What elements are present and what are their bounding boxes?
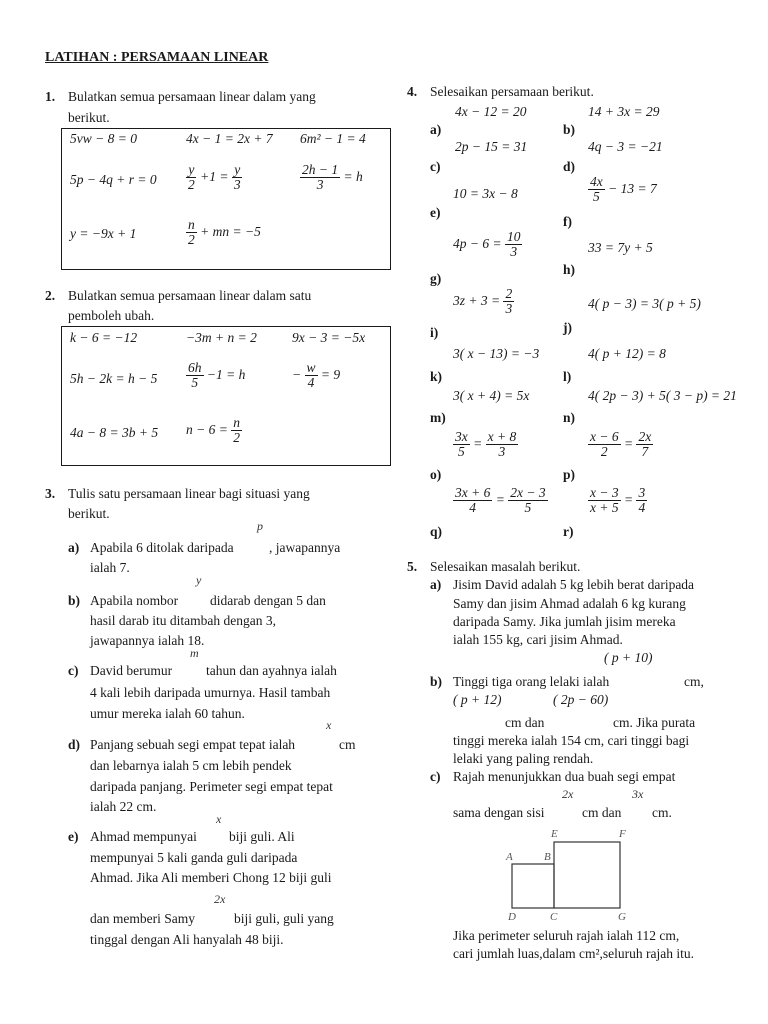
q2-number: 2. xyxy=(45,288,56,303)
fraction-den: 5 xyxy=(191,375,199,391)
q4-label-c: c) xyxy=(430,159,441,174)
q2-text-line1: Bulatkan semua persamaan linear dalam satu xyxy=(68,288,312,303)
fraction-num: y xyxy=(188,162,195,177)
q5b-line3a: cm dan xyxy=(505,715,545,730)
q4-label-o: o) xyxy=(430,467,442,482)
q1-text-line2: berikut. xyxy=(68,110,110,125)
q3e-line1b: biji guli. Ali xyxy=(229,829,295,844)
q1-eq-3[interactable]: 6m² − 1 = 4 xyxy=(300,131,366,146)
q3b-label: b) xyxy=(68,593,81,608)
q3e-line4b: biji guli, guli yang xyxy=(234,911,334,926)
fraction-den: 4 xyxy=(469,500,477,516)
fraction-num: 10 xyxy=(506,229,521,244)
q1-eq-1[interactable]: 5vw − 8 = 0 xyxy=(70,131,137,146)
q3e-line5: tinggal dengan Ali hanyalah 48 biji. xyxy=(90,932,284,947)
q4-eq-k: 3( x − 13) = −3 xyxy=(453,346,540,361)
q4-eq-b: 14 + 3x = 29 xyxy=(588,104,660,119)
q3d-variable: x xyxy=(326,718,332,732)
q1-eq-4[interactable]: 5p − 4q + r = 0 xyxy=(70,172,157,187)
q3b-line2: hasil darab itu ditambah dengan 3, xyxy=(90,613,276,628)
q2-eq-4[interactable]: 5h − 2k = h − 5 xyxy=(70,371,158,386)
fraction-num: w xyxy=(306,360,316,375)
q4-eq-i xyxy=(453,287,514,316)
q3c-line1: David berumur xyxy=(90,663,173,678)
q5a-line2: Samy dan jisim Ahmad adalah 6 kg kurang xyxy=(453,596,686,611)
q2-eq-8[interactable] xyxy=(186,416,242,445)
fraction-num: n xyxy=(188,217,195,232)
q4-label-h: h) xyxy=(563,262,576,277)
fraction-den: 5 xyxy=(458,444,465,460)
q5c-line4: cari jumlah luas,dalam cm²,seluruh rajah itu. xyxy=(453,946,694,961)
q5a-line1: Jisim David adalah 5 kg lebih berat daripada xyxy=(453,577,695,592)
eq-rest: −1 = h xyxy=(206,366,246,382)
q1-box xyxy=(61,128,391,270)
point-label-c: C xyxy=(550,911,558,923)
small-square xyxy=(512,864,554,908)
fraction-num: 3x xyxy=(455,429,468,444)
q5b-line1: Tinggi tiga orang lelaki ialah xyxy=(453,674,610,689)
q5b-label: b) xyxy=(430,674,443,689)
fraction-den: 2 xyxy=(233,430,240,446)
q4-label-j: j) xyxy=(563,320,572,335)
fraction-num: 2h − 1 xyxy=(302,162,339,177)
point-label-a: A xyxy=(506,851,513,863)
q4-eq-h: 33 = 7y + 5 xyxy=(588,240,653,255)
q3a-line1: Apabila 6 ditolak daripada xyxy=(90,540,234,555)
q3b-line1b: didarab dengan 5 dan xyxy=(210,593,326,608)
q1-number: 1. xyxy=(45,89,56,104)
q3e-line2: mempunyai 5 kali ganda guli daripada xyxy=(90,850,298,865)
q3d-line1: Panjang sebuah segi empat tepat ialah xyxy=(90,737,296,752)
eq-rest: = 9 xyxy=(320,366,341,382)
q4-label-f: f) xyxy=(563,214,572,229)
eq-sign: = xyxy=(473,435,483,451)
eq-rest: = h xyxy=(343,168,363,184)
eq-sign: = xyxy=(623,491,634,507)
q5b-line3b: cm. Jika purata xyxy=(613,715,696,730)
q4-text: Selesaikan persamaan berikut. xyxy=(430,84,594,99)
point-label-f: F xyxy=(619,828,626,840)
q5c-line2c: cm. xyxy=(652,805,672,820)
q5a-label: a) xyxy=(430,577,442,592)
eq-rest: + mn = −5 xyxy=(200,223,261,239)
q2-text-line2: pemboleh ubah. xyxy=(68,308,155,323)
q2-eq-3[interactable]: 9x − 3 = −5x xyxy=(292,330,366,345)
fraction-den: 2 xyxy=(188,177,195,193)
q4-eq-a: 4x − 12 = 20 xyxy=(455,104,527,119)
q4-label-p: p) xyxy=(563,467,576,482)
q3a-label: a) xyxy=(68,540,80,555)
fraction-num: x + 8 xyxy=(487,429,517,444)
eq-sign: = xyxy=(495,491,505,507)
fraction-den: 3 xyxy=(316,177,324,193)
q3d-line1b: cm xyxy=(339,737,356,752)
q4-eq-g xyxy=(453,230,522,259)
q3c-label: c) xyxy=(68,663,79,678)
q5c-line3: Jika perimeter seluruh rajah ialah 112 cm, xyxy=(453,928,680,943)
q3a-line2: ialah 7. xyxy=(90,560,130,575)
q4-eq-j: 4( p − 3) = 3( p + 5) xyxy=(588,296,701,311)
q4-label-k: k) xyxy=(430,369,443,384)
fraction-den: 3 xyxy=(233,177,241,193)
q3d-label: d) xyxy=(68,737,81,752)
q5b-expr-2: ( p + 12) xyxy=(453,692,502,707)
q2-eq-5[interactable] xyxy=(186,361,245,390)
fraction-den: 4 xyxy=(638,500,646,516)
fraction-num: 4x xyxy=(590,174,603,189)
q3c-line3: umur mereka ialah 60 tahun. xyxy=(90,706,245,721)
fraction-den: 4 xyxy=(307,375,315,391)
q3e-line4: dan memberi Samy xyxy=(90,911,195,926)
point-label-e: E xyxy=(551,828,558,840)
q4-label-i: i) xyxy=(430,325,439,340)
q4-label-r: r) xyxy=(563,524,574,539)
q5-number: 5. xyxy=(407,559,418,574)
q3-number: 3. xyxy=(45,486,56,501)
q3d-line3: daripada panjang. Perimeter segi empat tepat xyxy=(90,779,333,794)
fraction-den: 3 xyxy=(505,301,513,317)
q1-eq-5[interactable] xyxy=(186,163,243,192)
q5b-line4: tinggi mereka ialah 154 cm, cari tinggi bagi xyxy=(453,733,690,748)
fraction-num: 3x + 6 xyxy=(455,485,491,500)
q3c-line2: 4 kali lebih daripada umurnya. Hasil tambah xyxy=(90,685,331,700)
q4-label-l: l) xyxy=(563,369,572,384)
fraction-den: 2 xyxy=(188,232,195,248)
fraction-num: 6h xyxy=(188,360,202,375)
q3a-variable: p xyxy=(257,519,263,533)
q3e-line1: Ahmad mempunyai xyxy=(90,829,197,844)
eq-rest: − 13 = 7 xyxy=(608,180,657,196)
fraction-num: 2x xyxy=(638,429,652,444)
eq-pre: 4p − 6 = xyxy=(453,235,502,251)
q3-text-line1: Tulis satu persamaan linear bagi situasi yang xyxy=(68,486,310,501)
fraction-num: 2x − 3 xyxy=(510,485,546,500)
q3d-line4: ialah 22 cm. xyxy=(90,799,157,814)
q5c-var-1: 2x xyxy=(562,787,574,801)
q4-label-g: g) xyxy=(430,271,442,286)
q3-text-line2: berikut. xyxy=(68,506,110,521)
q2-eq-2[interactable]: −3m + n = 2 xyxy=(186,330,257,345)
eq-pre: n − 6 = xyxy=(186,421,228,437)
q4-number: 4. xyxy=(407,84,418,99)
point-label-b: B xyxy=(544,851,551,863)
fraction-num: n xyxy=(233,415,240,430)
q3b-line3: jawapannya ialah 18. xyxy=(90,633,205,648)
q3d-line2: dan lebarnya ialah 5 cm lebih pendek xyxy=(90,758,292,773)
fraction-den: x + 5 xyxy=(590,500,619,516)
eq-mid: +1 = xyxy=(200,168,229,184)
point-label-d: D xyxy=(508,911,516,923)
q5c-label: c) xyxy=(430,769,441,784)
q1-text-line1: Bulatkan semua persamaan linear dalam yang xyxy=(68,89,316,104)
q4-label-e: e) xyxy=(430,205,441,220)
fraction-den: 3 xyxy=(510,244,518,260)
q2-eq-6[interactable] xyxy=(292,361,340,390)
q4-eq-d: 4q − 3 = −21 xyxy=(588,139,663,154)
q4-eq-f xyxy=(588,175,657,204)
q5c-line1: Rajah menunjukkan dua buah segi empat xyxy=(453,769,676,784)
q3b-variable: y xyxy=(196,573,202,587)
fraction-num: 3 xyxy=(638,485,646,500)
q4-label-m: m) xyxy=(430,410,446,425)
eq-sign: = xyxy=(623,435,634,451)
q5-text: Selesaikan masalah berikut. xyxy=(430,559,581,574)
q1-eq-7[interactable]: y = −9x + 1 xyxy=(70,226,137,241)
q3e-variable: x xyxy=(216,812,222,826)
fraction-den: 3 xyxy=(498,444,506,460)
fraction-num: x − 3 xyxy=(590,485,619,500)
q4-eq-c: 2p − 15 = 31 xyxy=(455,139,528,154)
fraction-den: 5 xyxy=(524,500,532,516)
fraction-den: 2 xyxy=(600,444,608,460)
q5c-line2b: cm dan xyxy=(582,805,622,820)
q4-eq-r xyxy=(588,486,647,515)
large-square xyxy=(554,842,620,908)
q4-eq-l: 4( p + 12) = 8 xyxy=(588,346,666,361)
q5b-line5: lelaki yang paling rendah. xyxy=(453,751,594,766)
fraction-num: x − 6 xyxy=(590,429,619,444)
q3e-label: e) xyxy=(68,829,79,844)
eq-pre: − xyxy=(292,366,302,382)
q1-eq-8[interactable] xyxy=(186,218,261,247)
q5a-line3: daripada Samy. Jika jumlah jisim mereka xyxy=(453,614,676,629)
q2-eq-7[interactable]: 4a − 8 = 3b + 5 xyxy=(70,425,159,440)
q4-eq-e: 10 = 3x − 8 xyxy=(453,186,518,201)
fraction-den: 5 xyxy=(593,189,600,205)
q3a-line1b: , jawapannya xyxy=(269,540,341,555)
q3b-line1: Apabila nombor xyxy=(90,593,179,608)
q2-eq-1[interactable]: k − 6 = −12 xyxy=(70,330,138,345)
fraction-den: 7 xyxy=(641,444,649,460)
q5b-expr-3: ( 2p − 60) xyxy=(553,692,609,707)
q4-label-a: a) xyxy=(430,122,442,137)
eq-pre: 3z + 3 = xyxy=(453,292,501,308)
squares-diagram xyxy=(500,824,640,924)
page-title: LATIHAN : PERSAMAAN LINEAR xyxy=(45,50,269,65)
q5b-line1b: cm, xyxy=(684,674,704,689)
q5c-var-2: 3x xyxy=(632,787,644,801)
q1-eq-2[interactable]: 4x − 1 = 2x + 7 xyxy=(186,131,273,146)
q4-label-n: n) xyxy=(563,410,576,425)
q3e-line3: Ahmad. Jika Ali memberi Chong 12 biji guli xyxy=(90,870,332,885)
q4-label-d: d) xyxy=(563,159,576,174)
q4-eq-p xyxy=(588,430,653,459)
point-label-g: G xyxy=(618,911,626,923)
q1-eq-6[interactable] xyxy=(300,163,363,192)
q4-eq-n: 4( 2p − 3) + 5( 3 − p) = 21 xyxy=(588,388,737,403)
q5b-expr-1: ( p + 10) xyxy=(604,650,653,665)
fraction-num: 2 xyxy=(505,286,513,301)
q5a-line4: ialah 155 kg, cari jisim Ahmad. xyxy=(453,632,623,647)
q4-label-q: q) xyxy=(430,524,443,539)
q3c-variable: m xyxy=(190,646,199,660)
q4-eq-q xyxy=(453,486,548,515)
q3c-line1b: tahun dan ayahnya ialah xyxy=(206,663,337,678)
q4-label-b: b) xyxy=(563,122,576,137)
q4-eq-m: 3( x + 4) = 5x xyxy=(453,388,530,403)
q4-eq-o xyxy=(453,430,518,459)
q5c-line2: sama dengan sisi xyxy=(453,805,545,820)
q3e-variable2: 2x xyxy=(214,892,226,906)
fraction-num: y xyxy=(234,162,241,177)
